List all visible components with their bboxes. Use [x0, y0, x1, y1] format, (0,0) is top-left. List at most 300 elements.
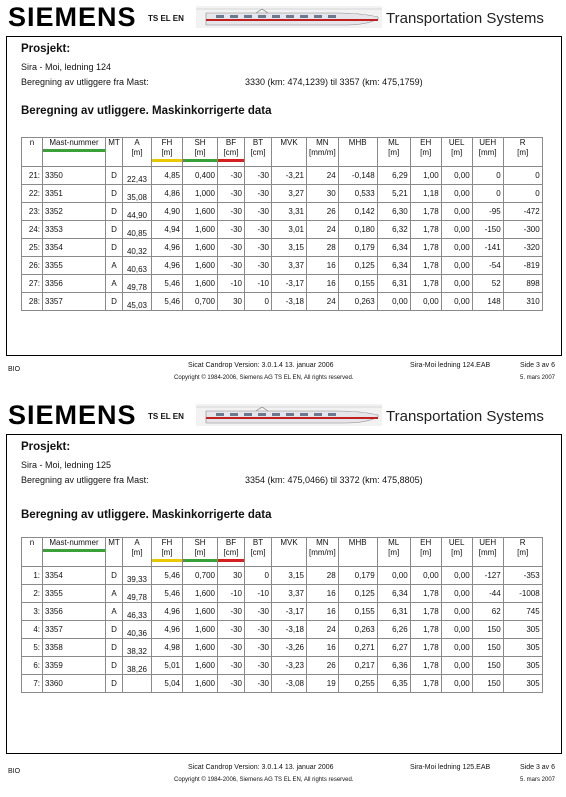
table-cell: 3352: [43, 203, 106, 221]
table-cell: 0,179: [338, 567, 377, 585]
table-cell: 150: [472, 621, 503, 639]
table-cell: 0,00: [441, 293, 472, 311]
logo-suffix: TS EL EN: [148, 412, 184, 421]
table-cell: 745: [503, 603, 542, 621]
table-header: [22, 138, 543, 167]
table-cell: 3356: [43, 275, 106, 293]
a-distance-cell: 46,33: [123, 603, 152, 621]
column-color-marker: [152, 159, 182, 162]
project-heading: Prosjekt:: [21, 441, 71, 453]
table-cell: 0,00: [441, 203, 472, 221]
table-cell: 4,85: [152, 167, 183, 185]
table-cell: 6,32: [377, 221, 410, 239]
table-cell: A: [106, 603, 123, 621]
column-header-text: EH: [420, 538, 432, 547]
table-cell: -30: [245, 675, 272, 693]
column-header-text: [m]: [451, 548, 463, 557]
table-cell: -127: [472, 567, 503, 585]
column-header: [441, 538, 472, 567]
column-header-text: BF: [225, 138, 237, 147]
table-row: [22, 639, 543, 657]
report-page-1: [0, 0, 566, 398]
table-cell: -3,21: [272, 167, 307, 185]
column-header-text: UEL: [448, 138, 465, 147]
table-cell: -30: [218, 167, 245, 185]
table-cell: 0,179: [338, 239, 377, 257]
data-table-1: [21, 137, 543, 311]
table-cell: 3,27: [272, 185, 307, 203]
table-cell: 1,00: [410, 167, 441, 185]
table-cell: 1,18: [410, 185, 441, 203]
table-cell: 6,35: [377, 675, 410, 693]
table-cell: 150: [472, 639, 503, 657]
table-cell: 0,00: [410, 293, 441, 311]
table-cell: -30: [218, 675, 245, 693]
table-cell: 1,78: [410, 275, 441, 293]
table-cell: 1,78: [410, 621, 441, 639]
a-distance-cell: 40,36: [123, 621, 152, 639]
column-header-text: FH: [161, 538, 173, 547]
mast-range-value: 3354 (km: 475,0466) til 3372 (km: 475,8805): [245, 475, 423, 485]
column-header: [22, 538, 43, 567]
column-header-text: MHB: [348, 138, 367, 147]
train-banner-icon: [196, 6, 382, 28]
column-header-text: [m]: [161, 148, 173, 157]
column-header-text: A: [134, 138, 140, 147]
column-header-text: MT: [108, 138, 120, 147]
table-cell: 6,34: [377, 585, 410, 603]
column-header: [503, 138, 542, 167]
page-header: [0, 0, 566, 36]
table-cell: 1,600: [183, 203, 218, 221]
mast-range-value: 3330 (km: 474,1239) til 3357 (km: 475,1759): [245, 77, 423, 87]
table-cell: 3:: [22, 603, 43, 621]
table-cell: -30: [218, 639, 245, 657]
table-cell: A: [106, 585, 123, 603]
table-cell: 6:: [22, 657, 43, 675]
table-cell: -30: [245, 239, 272, 257]
footer-version: Sicat Candrop Version: 3.0.1.4 13. januar 2006: [188, 764, 334, 771]
table-cell: 3351: [43, 185, 106, 203]
table-cell: -30: [218, 185, 245, 203]
table-cell: 4,86: [152, 185, 183, 203]
table-cell: -30: [245, 603, 272, 621]
column-header-text: [mm/m]: [309, 148, 336, 157]
table-cell: 0,400: [183, 167, 218, 185]
column-header-text: FH: [161, 138, 173, 147]
table-cell: 1,600: [183, 221, 218, 239]
table-cell: 0,125: [338, 257, 377, 275]
table-cell: 3356: [43, 603, 106, 621]
table-cell: 26: [307, 203, 339, 221]
a-distance-cell: 40,63: [123, 257, 152, 275]
table-cell: 1,600: [183, 639, 218, 657]
table-cell: 5:: [22, 639, 43, 657]
table-cell: -30: [245, 639, 272, 657]
a-distance-cell: 40,85: [123, 221, 152, 239]
table-cell: -30: [218, 221, 245, 239]
table-cell: D: [106, 167, 123, 185]
table-cell: 1,78: [410, 585, 441, 603]
table-cell: 1:: [22, 567, 43, 585]
table-row: [22, 603, 543, 621]
table-cell: -44: [472, 585, 503, 603]
column-header-text: [m]: [131, 148, 143, 157]
table-cell: 6,34: [377, 239, 410, 257]
table-cell: 7:: [22, 675, 43, 693]
table-cell: D: [106, 239, 123, 257]
footer-page: Side 3 av 6: [520, 362, 556, 369]
table-cell: -819: [503, 257, 542, 275]
column-header: [183, 138, 218, 167]
column-header-text: R: [519, 538, 526, 547]
table-cell: 1,78: [410, 221, 441, 239]
column-header: [377, 538, 410, 567]
column-header-text: n: [29, 138, 35, 147]
table-cell: 1,78: [410, 257, 441, 275]
table-cell: 305: [503, 639, 542, 657]
a-distance-cell: 40,32: [123, 239, 152, 257]
table-cell: -30: [218, 621, 245, 639]
table-cell: -1008: [503, 585, 542, 603]
table-cell: 3350: [43, 167, 106, 185]
column-header: [272, 538, 307, 567]
column-header-text: UEH: [479, 138, 497, 147]
siemens-logo: SIEMENS: [8, 2, 137, 32]
table-cell: 1,600: [183, 239, 218, 257]
table-cell: 3358: [43, 639, 106, 657]
table-cell: A: [106, 257, 123, 275]
column-color-marker: [152, 559, 182, 562]
table-cell: 24: [307, 221, 339, 239]
column-header-text: [mm]: [478, 548, 497, 557]
column-header: [338, 138, 377, 167]
column-header: [410, 138, 441, 167]
table-cell: 5,01: [152, 657, 183, 675]
column-header-text: [m]: [194, 548, 206, 557]
data-table-2: [21, 537, 543, 693]
footer-copyright: Copyright © 1984-2006, Siemens AG TS EL EN, All rights reserved.: [174, 777, 354, 783]
table-cell: 4,96: [152, 603, 183, 621]
column-header: [22, 138, 43, 167]
a-distance-cell: 35,08: [123, 185, 152, 203]
table-cell: D: [106, 185, 123, 203]
table-cell: 1,78: [410, 639, 441, 657]
footer-version: Sicat Candrop Version: 3.0.1.4 13. januar 2006: [188, 362, 334, 369]
a-distance-cell: [123, 675, 152, 693]
logo-suffix: TS EL EN: [148, 14, 184, 23]
table-cell: 4,96: [152, 257, 183, 275]
table-cell: 5,46: [152, 293, 183, 311]
column-header-text: n: [29, 538, 35, 547]
column-header-text: BT: [252, 538, 264, 547]
table-cell: -320: [503, 239, 542, 257]
table-cell: 0: [503, 185, 542, 203]
footer-date: 5. mars 2007: [520, 375, 556, 381]
siemens-logo: SIEMENS: [8, 400, 137, 430]
table-cell: -3,23: [272, 657, 307, 675]
table-cell: -30: [245, 203, 272, 221]
table-cell: 0,255: [338, 675, 377, 693]
table-cell: 0: [472, 167, 503, 185]
table-cell: -30: [218, 203, 245, 221]
table-cell: -141: [472, 239, 503, 257]
column-color-marker: [43, 549, 105, 552]
column-header-text: [m]: [388, 548, 400, 557]
column-header-text: [m]: [161, 548, 173, 557]
table-cell: 26:: [22, 257, 43, 275]
table-cell: 6,31: [377, 275, 410, 293]
column-header: [123, 138, 152, 167]
column-header-text: MVK: [280, 538, 298, 547]
table-cell: 0,142: [338, 203, 377, 221]
table-row: [22, 203, 543, 221]
project-name: Sira - Moi, ledning 125: [21, 460, 112, 470]
table-cell: 0: [503, 167, 542, 185]
footer-left: BIO: [8, 366, 21, 373]
column-header: [245, 538, 272, 567]
table-cell: 3,37: [272, 257, 307, 275]
table-cell: 0,180: [338, 221, 377, 239]
table-cell: 1,78: [410, 657, 441, 675]
table-cell: 62: [472, 603, 503, 621]
table-cell: D: [106, 567, 123, 585]
table-header: [22, 538, 543, 567]
table-cell: 0,00: [441, 621, 472, 639]
table-cell: 1,600: [183, 603, 218, 621]
table-cell: 0: [472, 185, 503, 203]
table-cell: 4,90: [152, 203, 183, 221]
column-header-text: MN: [316, 138, 329, 147]
table-cell: 150: [472, 675, 503, 693]
column-header: [377, 138, 410, 167]
table-row: [22, 657, 543, 675]
table-cell: 305: [503, 657, 542, 675]
column-header: [183, 538, 218, 567]
transportation-systems-label: Transportation Systems: [386, 408, 544, 425]
table-cell: 1,78: [410, 675, 441, 693]
table-cell: 16: [307, 603, 339, 621]
table-cell: 148: [472, 293, 503, 311]
column-header-text: ML: [388, 138, 400, 147]
table-cell: D: [106, 221, 123, 239]
table-cell: 310: [503, 293, 542, 311]
table-cell: 4,96: [152, 621, 183, 639]
column-header: [218, 138, 245, 167]
table-cell: 0,263: [338, 621, 377, 639]
column-header-text: [cm]: [223, 148, 239, 157]
table-cell: 5,21: [377, 185, 410, 203]
table-cell: D: [106, 293, 123, 311]
table-cell: 4,96: [152, 239, 183, 257]
table-cell: 3357: [43, 621, 106, 639]
table-cell: 0,00: [377, 567, 410, 585]
column-header: [503, 538, 542, 567]
column-header: [218, 538, 245, 567]
footer-left: BIO: [8, 768, 21, 775]
column-header-text: MN: [316, 538, 329, 547]
section-title: Beregning av utliggere. Maskinkorrigerte data: [21, 105, 272, 117]
table-cell: 23:: [22, 203, 43, 221]
table-cell: 4:: [22, 621, 43, 639]
table-cell: 0,00: [410, 567, 441, 585]
table-cell: -353: [503, 567, 542, 585]
table-cell: 6,26: [377, 621, 410, 639]
a-distance-cell: 39,33: [123, 567, 152, 585]
table-cell: D: [106, 639, 123, 657]
column-header-text: [mm]: [478, 148, 497, 157]
column-header: [245, 138, 272, 167]
table-cell: -10: [245, 585, 272, 603]
table-cell: 0,00: [441, 275, 472, 293]
column-header-text: R: [519, 138, 526, 147]
section-title: Beregning av utliggere. Maskinkorrigerte data: [21, 509, 272, 521]
column-header: [338, 538, 377, 567]
table-cell: 5,46: [152, 567, 183, 585]
table-cell: -10: [218, 275, 245, 293]
table-cell: 0,00: [441, 585, 472, 603]
table-cell: -472: [503, 203, 542, 221]
table-cell: 0,155: [338, 275, 377, 293]
table-cell: 305: [503, 621, 542, 639]
table-cell: 0,00: [441, 639, 472, 657]
table-cell: 898: [503, 275, 542, 293]
table-cell: 0,700: [183, 293, 218, 311]
table-cell: 16: [307, 275, 339, 293]
table-cell: 1,600: [183, 657, 218, 675]
table-row: [22, 185, 543, 203]
report-frame: [6, 434, 562, 754]
column-header: [123, 538, 152, 567]
table-cell: 0,271: [338, 639, 377, 657]
a-distance-cell: 22,43: [123, 167, 152, 185]
column-header: [272, 138, 307, 167]
table-cell: 6,34: [377, 257, 410, 275]
column-header-text: [m]: [194, 148, 206, 157]
table-cell: 3,01: [272, 221, 307, 239]
table-cell: 0,700: [183, 567, 218, 585]
table-cell: 1,78: [410, 203, 441, 221]
table-row: [22, 675, 543, 693]
table-cell: -30: [218, 603, 245, 621]
table-cell: 0,00: [441, 167, 472, 185]
table-cell: 25:: [22, 239, 43, 257]
table-cell: 1,000: [183, 185, 218, 203]
column-color-marker: [183, 159, 217, 162]
table-cell: 0: [245, 293, 272, 311]
table-row: [22, 621, 543, 639]
column-color-marker: [218, 159, 244, 162]
table-cell: 3,37: [272, 585, 307, 603]
report-page-2: [0, 398, 566, 797]
column-header-text: [cm]: [250, 148, 266, 157]
column-header-text: BT: [252, 138, 264, 147]
table-cell: -3,18: [272, 293, 307, 311]
table-cell: 3355: [43, 585, 106, 603]
column-header-text: A: [134, 538, 140, 547]
table-cell: -3,18: [272, 621, 307, 639]
table-cell: 19: [307, 675, 339, 693]
column-header: [472, 538, 503, 567]
table-cell: 6,29: [377, 167, 410, 185]
table-row: [22, 585, 543, 603]
table-cell: 6,27: [377, 639, 410, 657]
column-header: [152, 138, 183, 167]
table-cell: D: [106, 675, 123, 693]
column-header-text: [cm]: [223, 548, 239, 557]
column-header-text: [m]: [131, 548, 143, 557]
column-header: [307, 538, 339, 567]
mast-range-label: Beregning av utliggere fra Mast:: [21, 77, 149, 87]
table-cell: -30: [245, 185, 272, 203]
table-cell: 0,217: [338, 657, 377, 675]
footer-filename: Sira-Moi ledning 124.EAB: [410, 362, 491, 369]
table-cell: 150: [472, 657, 503, 675]
column-header-text: BF: [225, 538, 237, 547]
table-cell: 1,600: [183, 257, 218, 275]
table-cell: 30: [218, 567, 245, 585]
table-cell: 1,78: [410, 239, 441, 257]
table-cell: 26: [307, 657, 339, 675]
column-header: [441, 138, 472, 167]
table-row: [22, 167, 543, 185]
table-cell: 6,31: [377, 603, 410, 621]
table-cell: -30: [245, 621, 272, 639]
table-cell: -30: [218, 239, 245, 257]
page-header: [0, 398, 566, 434]
table-cell: -3,17: [272, 275, 307, 293]
report-frame: [6, 36, 562, 356]
table-cell: -95: [472, 203, 503, 221]
a-distance-cell: 38,26: [123, 657, 152, 675]
transportation-systems-label: Transportation Systems: [386, 10, 544, 27]
table-cell: 3354: [43, 239, 106, 257]
project-heading: Prosjekt:: [21, 43, 71, 55]
table-cell: 5,04: [152, 675, 183, 693]
table-cell: 4,94: [152, 221, 183, 239]
column-header-text: UEL: [448, 538, 465, 547]
table-cell: 0: [245, 567, 272, 585]
table-cell: 0,125: [338, 585, 377, 603]
table-row: [22, 275, 543, 293]
column-header-text: MHB: [348, 538, 367, 547]
table-cell: 3355: [43, 257, 106, 275]
table-cell: 6,30: [377, 203, 410, 221]
table-cell: 2:: [22, 585, 43, 603]
table-cell: -30: [245, 167, 272, 185]
footer-date: 5. mars 2007: [520, 777, 556, 783]
table-cell: 21:: [22, 167, 43, 185]
column-header-text: [m]: [451, 148, 463, 157]
table-cell: 3,31: [272, 203, 307, 221]
table-cell: 0,00: [441, 675, 472, 693]
column-header: [106, 538, 123, 567]
column-header-text: [m]: [388, 148, 400, 157]
column-header-text: [mm/m]: [309, 548, 336, 557]
a-distance-cell: 49,78: [123, 585, 152, 603]
table-cell: D: [106, 203, 123, 221]
table-cell: -30: [245, 657, 272, 675]
column-header-text: Mast-nummer: [49, 138, 99, 147]
table-cell: 3360: [43, 675, 106, 693]
table-cell: 0,00: [441, 657, 472, 675]
table-cell: -30: [245, 257, 272, 275]
column-header: [43, 538, 106, 567]
table-cell: 3357: [43, 293, 106, 311]
column-header: [472, 138, 503, 167]
table-cell: 3353: [43, 221, 106, 239]
table-cell: -3,08: [272, 675, 307, 693]
